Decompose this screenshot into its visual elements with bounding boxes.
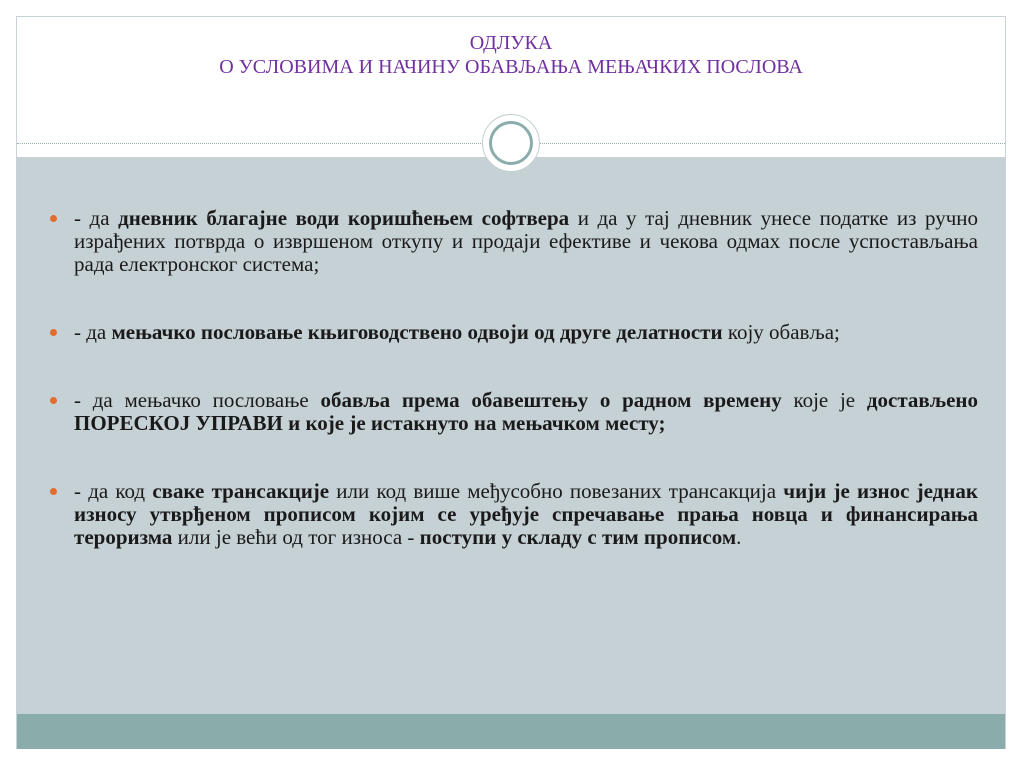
bullet-item-3 xyxy=(48,389,978,435)
bullet-emphasis: поступи у складу с тим прописом xyxy=(419,525,737,549)
bullet-item-2 xyxy=(48,321,978,344)
bullet-text: и да у тај дневник унесе податке из ручно израђених потврда о извршеном откупу и продаји ефективе и чекова одмах после успостављања рада електронског система; xyxy=(74,206,979,276)
footer-bar xyxy=(17,714,1005,749)
bullet-list xyxy=(48,207,978,594)
bullet-text: . xyxy=(736,525,742,549)
bullet-text: - да xyxy=(74,206,119,230)
title-line-2: О УСЛОВИМА И НАЧИНУ ОБАВЉАЊА МЕЊАЧКИХ ПОСЛОВА xyxy=(219,56,803,78)
bullet-emphasis: дневник благајне води коришћењем софтвера xyxy=(118,206,570,230)
divider-ring-icon xyxy=(489,121,533,165)
bullet-emphasis: обавља према обавештењу о радном времену xyxy=(320,388,782,412)
bullet-text: коју обавља; xyxy=(722,320,840,344)
bullet-text: - да xyxy=(74,320,112,344)
bullet-emphasis: чији је износ једнак износу утврђеном прописом којим се уређује спречавање прања новца и финансирања тероризма xyxy=(74,479,978,549)
bullet-emphasis: мењачко пословање књиговодствено одвоји од друге делатности xyxy=(111,320,723,344)
bullet-emphasis: сваке трансакције xyxy=(152,479,330,503)
bullet-item-1 xyxy=(48,207,978,276)
slide-title xyxy=(17,31,1005,79)
bullet-text: или код више међусобно повезаних трансакција xyxy=(329,479,784,503)
bullet-text: - да код xyxy=(74,479,153,503)
bullet-text: које је xyxy=(781,388,867,412)
bullet-emphasis: достављено ПОРЕСКОЈ УПРАВИ и које је истакнуто на мењачком месту; xyxy=(74,388,979,435)
bullet-text: или је већи од тог износа - xyxy=(172,525,420,549)
bullet-item-4 xyxy=(48,480,978,549)
title-line-1: ОДЛУКА xyxy=(469,32,553,54)
bullet-text: - да мењачко пословање xyxy=(74,388,321,412)
